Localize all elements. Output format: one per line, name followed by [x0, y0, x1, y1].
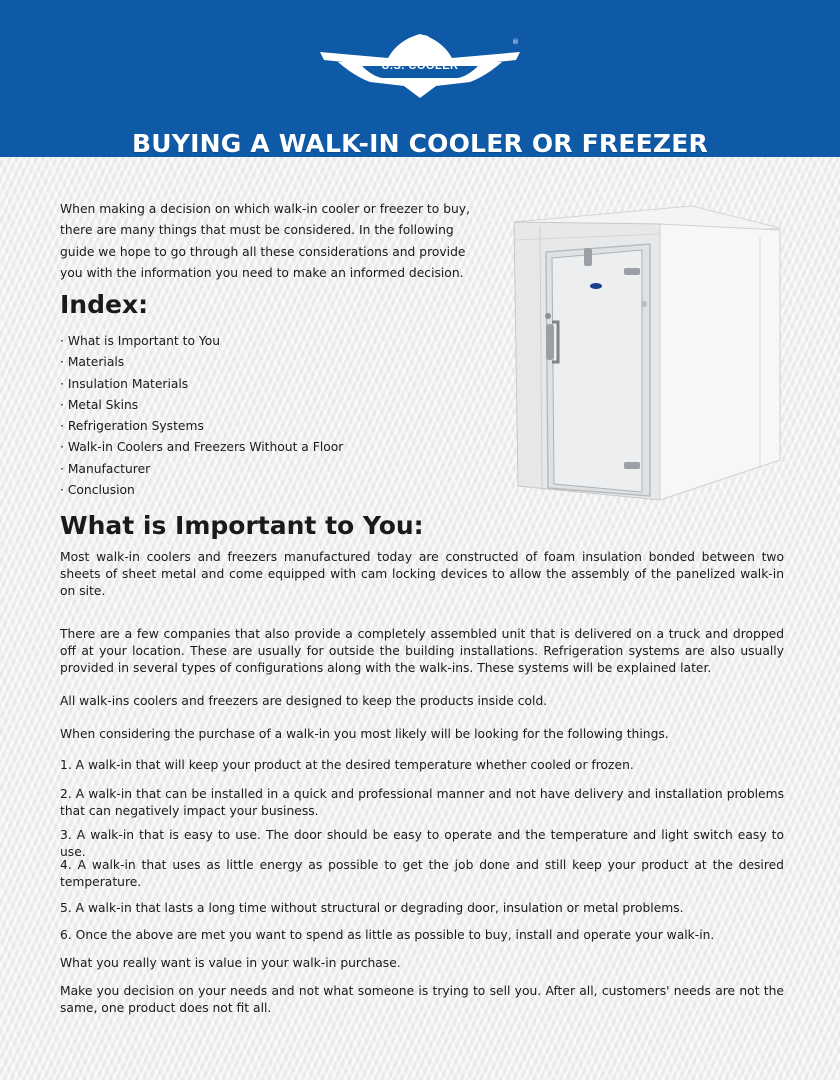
intro-paragraph: When making a decision on which walk-in cooler or freezer to buy, there are many things that must be considered. In the following guide we hope to go through all these considerations and provide you with the information you need to make an informed decision. — [60, 202, 470, 281]
index-item-refrigeration: · Refrigeration Systems — [60, 419, 204, 434]
paragraph-considering: When considering the purchase of a walk-in you most likely will be looking for the following things. — [60, 727, 669, 741]
paragraph-value: What you really want is value in your walk-in purchase. — [60, 956, 401, 970]
paragraph-assembled-units: There are a few companies that also provide a completely assembled unit that is delivered on a truck and dropped off at your location. These are usually for outside the building installations. Refrigeration systems are also usually provided in several types of configurations along with the walk-ins. These systems will be explained later. — [60, 627, 784, 676]
paragraph-decision: Make you decision on your needs and not what someone is trying to sell you. After all, customers' needs are not the same, one product does not fit all. — [60, 984, 784, 1016]
paragraph-construction: Most walk-in coolers and freezers manufactured today are constructed of foam insulation bonded between two sheets of sheet metal and come equipped with cam locking devices to allow the assembly of the panelized walk-in on site. — [60, 550, 784, 599]
index-item-metal-skins: · Metal Skins — [60, 397, 139, 412]
list-item-3: 3. A walk-in that is easy to use. The door should be easy to operate and the temperature and light switch easy to use. — [60, 828, 784, 860]
index-item-manufacturer: · Manufacturer — [60, 461, 151, 476]
index-list — [60, 331, 343, 501]
list-item-4: 4. A walk-in that uses as little energy as possible to get the job done and still keep your product at the desired temperature. — [60, 858, 784, 890]
index-item-without-floor: · Walk-in Coolers and Freezers Without a Floor — [60, 440, 344, 455]
section-heading: What is Important to You: — [60, 511, 424, 540]
list-item-2: 2. A walk-in that can be installed in a quick and professional manner and not have delivery and installation problems that can negatively impact your business. — [60, 787, 784, 819]
index-item-important: · What is Important to You — [60, 334, 221, 348]
index-heading: Index: — [60, 290, 149, 319]
index-item-insulation: · Insulation Materials — [60, 376, 189, 391]
list-item-6: 6. Once the above are met you want to spend as little as possible to buy, install and operate your walk-in. — [60, 928, 715, 942]
list-item-5: 5. A walk-in that lasts a long time without structural or degrading door, insulation or metal problems. — [60, 901, 684, 915]
index-item-materials: · Materials — [60, 355, 125, 370]
logo-text: U.S. COOLER — [381, 60, 459, 72]
page-title: BUYING A WALK-IN COOLER OR FREEZER — [132, 128, 708, 158]
index-item-conclusion: · Conclusion — [60, 483, 135, 498]
header-banner — [0, 0, 840, 157]
paragraph-designed-cold: All walk-ins coolers and freezers are designed to keep the products inside cold. — [60, 694, 548, 708]
registered-mark: ® — [512, 38, 519, 46]
walk-in-cooler-illustration — [512, 204, 782, 504]
list-item-1: 1. A walk-in that will keep your product at the desired temperature whether cooled or frozen. — [60, 758, 634, 772]
